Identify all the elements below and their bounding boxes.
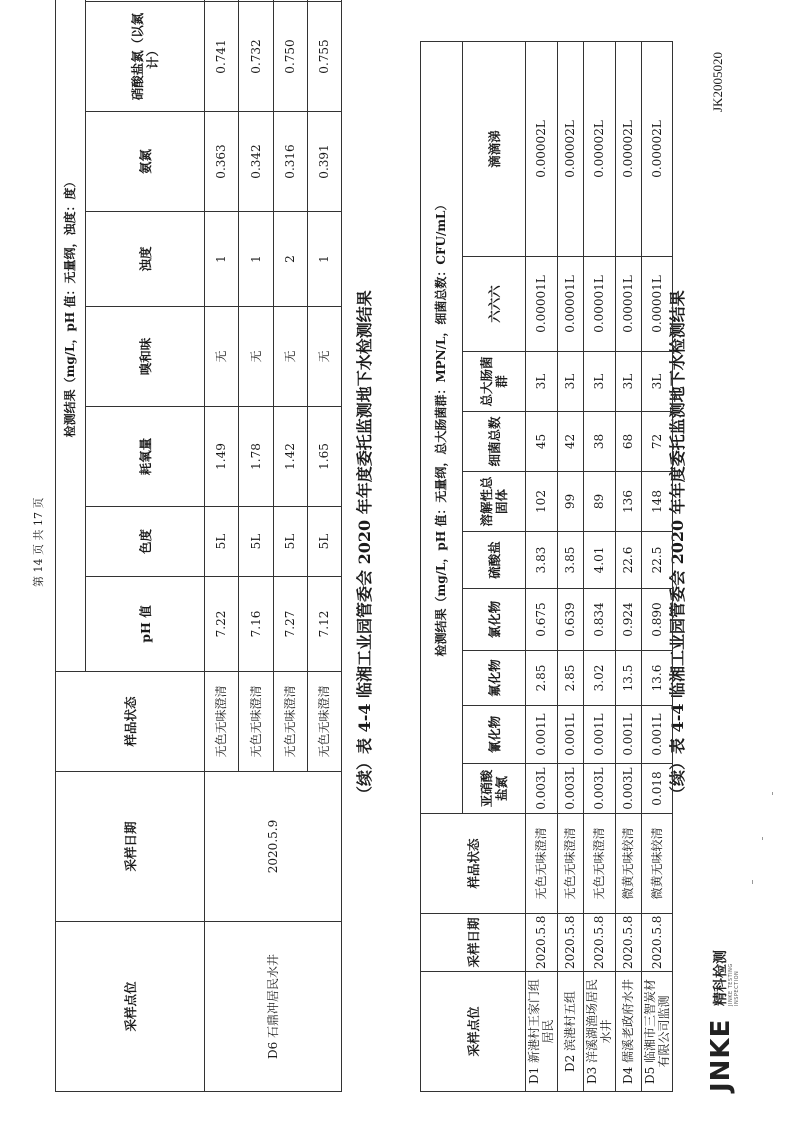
t1-site: D5 临湘市三智炭材有限公司监测 [641, 972, 673, 1092]
t2-param: 浊度 [86, 212, 205, 307]
t1-value: 0.00001L [583, 257, 615, 352]
t2-value: 0.755 [307, 2, 341, 112]
t1-value: 22.5 [641, 532, 673, 589]
t2-value: 7.22 [205, 577, 239, 672]
t1-value: 99 [557, 472, 583, 532]
t1-date: 2020.5.8 [615, 914, 641, 972]
t1-param: 滴滴涕 [463, 42, 526, 257]
t1-results-span: 检测结果（mg/L，pH 值：无量纲，总大肠菌群：MPN/L，细菌总数：CFU/mL） [421, 42, 463, 814]
table-row [205, 0, 239, 1092]
t2-state: 无色无味澄清 [273, 672, 307, 772]
table-row [557, 42, 583, 1092]
t1-value: 0.003L [615, 764, 641, 814]
scan-speck [772, 792, 773, 795]
t1-value: 0.018 [641, 764, 673, 814]
table1-title: （续）表 4-4 临湘工业园管委会 2020 年年度委托监测地下水检测结果 [668, 290, 687, 802]
t2-value: 1 [307, 212, 341, 307]
t2-value [273, 0, 307, 2]
t2-value: 7.16 [239, 577, 273, 672]
t1-value: 3L [526, 352, 558, 412]
t1-site: D2 滨港村五组 [557, 972, 583, 1092]
t2-param: pH 值 [86, 577, 205, 672]
t2-value: 7.27 [273, 577, 307, 672]
t1-value: 0.003L [583, 764, 615, 814]
t2-value: 1.65 [307, 407, 341, 507]
t2-value: 1.42 [273, 407, 307, 507]
t1-value: 22.6 [615, 532, 641, 589]
t1-value: 13.5 [615, 651, 641, 706]
t1-value: 0.003L [526, 764, 558, 814]
t2-param: 色度 [86, 507, 205, 577]
t1-header-date: 采样日期 [421, 914, 526, 972]
t2-value: 0.732 [239, 2, 273, 112]
t1-value: 0.001L [583, 706, 615, 764]
t2-header-site: 采样点位 [56, 922, 205, 1092]
t2-value: 5L [205, 507, 239, 577]
t2-value [239, 0, 273, 2]
t2-value: 1 [239, 212, 273, 307]
t1-param: 氟化物 [463, 651, 526, 706]
t1-date: 2020.5.8 [583, 914, 615, 972]
t1-state: 无色无味澄清 [526, 814, 558, 914]
t1-value: 2.85 [557, 651, 583, 706]
t1-value: 0.001L [615, 706, 641, 764]
t2-value: 0.741 [205, 2, 239, 112]
t1-state: 微黄无味较清 [615, 814, 641, 914]
t1-param: 细菌总数 [463, 412, 526, 472]
table-row [526, 42, 558, 1092]
t1-value: 0.639 [557, 589, 583, 651]
t2-value: 1.78 [239, 407, 273, 507]
t2-value [205, 0, 239, 2]
t1-value: 45 [526, 412, 558, 472]
logo-brand-text: JNKE [706, 1018, 736, 1092]
t1-value: 38 [583, 412, 615, 472]
t1-value: 136 [615, 472, 641, 532]
t1-date: 2020.5.8 [557, 914, 583, 972]
t2-value: 2 [273, 212, 307, 307]
t2-value: 0.316 [273, 112, 307, 212]
t1-state: 无色无味澄清 [583, 814, 615, 914]
t1-value: 0.003L [557, 764, 583, 814]
t1-param: 硫酸盐 [463, 532, 526, 589]
t2-value: 无 [205, 307, 239, 407]
table2 [55, 0, 342, 1092]
t1-value: 0.890 [641, 589, 673, 651]
t2-value: 7.12 [307, 577, 341, 672]
table-row [641, 42, 673, 1092]
t1-date: 2020.5.8 [641, 914, 673, 972]
t1-param: 溶解性总固体 [463, 472, 526, 532]
t1-value: 0.00001L [615, 257, 641, 352]
t1-param: 氯化物 [463, 589, 526, 651]
t1-value: 3.83 [526, 532, 558, 589]
t1-state: 微黄无味较清 [641, 814, 673, 914]
t1-param: 六六六 [463, 257, 526, 352]
t2-header-date: 采样日期 [56, 772, 205, 922]
t1-state: 无色无味澄清 [557, 814, 583, 914]
t1-value: 3.85 [557, 532, 583, 589]
t1-site: D4 儒溪老政府水井 [615, 972, 641, 1092]
t1-site: D1 新港村王家门组居民 [526, 972, 558, 1092]
t1-value: 0.001L [526, 706, 558, 764]
table-row [615, 42, 641, 1092]
t2-value: 1.49 [205, 407, 239, 507]
scan-speck [752, 880, 753, 884]
t2-value: 5L [273, 507, 307, 577]
t1-date: 2020.5.8 [526, 914, 558, 972]
t1-value: 4.01 [583, 532, 615, 589]
scan-speck [762, 837, 763, 840]
t2-value [307, 0, 341, 2]
t2-value: 1 [205, 212, 239, 307]
t2-results-span: 检测结果（mg/L，pH 值：无量纲，浊度：度） [56, 0, 86, 672]
table2-title: （续）表 4-4 临湘工业园管委会 2020 年年度委托监测地下水检测结果 [355, 290, 374, 802]
t2-site: D6 石鼎冲居民水井 [205, 922, 342, 1092]
t1-value: 0.00001L [526, 257, 558, 352]
t2-value: 5L [307, 507, 341, 577]
t1-value: 89 [583, 472, 615, 532]
company-logo [706, 932, 746, 1092]
t2-value: 5L [239, 507, 273, 577]
t1-value: 0.00001L [641, 257, 673, 352]
t2-date: 2020.5.9 [205, 772, 342, 922]
t1-value: 102 [526, 472, 558, 532]
t1-value: 0.834 [583, 589, 615, 651]
t2-value: 0.391 [307, 112, 341, 212]
t1-value: 3L [583, 352, 615, 412]
t1-value: 13.6 [641, 651, 673, 706]
t1-value: 0.00002L [641, 42, 673, 257]
t1-value: 0.001L [557, 706, 583, 764]
logo-chinese-text: 精科检测 [713, 950, 729, 1006]
t2-value: 无 [307, 307, 341, 407]
document-id: JK2005020 [710, 52, 725, 112]
t1-value: 0.001L [641, 706, 673, 764]
t1-value: 0.00002L [583, 42, 615, 257]
t1-value: 72 [641, 412, 673, 472]
t2-state: 无色无味澄清 [205, 672, 239, 772]
t2-value: 无 [239, 307, 273, 407]
t2-param: 嗅和味 [86, 307, 205, 407]
t1-value: 0.675 [526, 589, 558, 651]
t1-value: 148 [641, 472, 673, 532]
t1-param: 总大肠菌群 [463, 352, 526, 412]
t1-header-state: 样品状态 [421, 814, 526, 914]
t1-value: 42 [557, 412, 583, 472]
t1-param: 氰化物 [463, 706, 526, 764]
t1-value: 3L [615, 352, 641, 412]
t2-param: 耗氧量 [86, 407, 205, 507]
t2-header-state: 样品状态 [56, 672, 205, 772]
t1-param: 亚硝酸盐氮 [463, 764, 526, 814]
t2-param: 氨氮 [86, 112, 205, 212]
t2-state: 无色无味澄清 [239, 672, 273, 772]
t2-value: 0.750 [273, 2, 307, 112]
t1-site: D3 洋溪湖渔场居民水井 [583, 972, 615, 1092]
t1-value: 68 [615, 412, 641, 472]
t1-value: 0.00002L [615, 42, 641, 257]
t2-value: 0.363 [205, 112, 239, 212]
page-number: 第 14 页 共 17 页 [32, 497, 45, 587]
t1-value: 0.00002L [526, 42, 558, 257]
table1 [420, 41, 673, 1092]
t1-value: 0.00001L [557, 257, 583, 352]
table-row [583, 42, 615, 1092]
t1-value: 0.00002L [557, 42, 583, 257]
t2-value: 无 [273, 307, 307, 407]
t2-value: 0.342 [239, 112, 273, 212]
t1-value: 0.924 [615, 589, 641, 651]
t1-header-site: 采样点位 [421, 972, 526, 1092]
logo-subtitle: JINKE TESTING INSPECTION [728, 963, 740, 1006]
t1-value: 3L [557, 352, 583, 412]
t2-state: 无色无味澄清 [307, 672, 341, 772]
t1-value: 3.02 [583, 651, 615, 706]
t1-value: 3L [641, 352, 673, 412]
t1-value: 2.85 [526, 651, 558, 706]
t2-param: 硝酸盐氮（以氮计） [86, 2, 205, 112]
t2-param [86, 0, 205, 2]
